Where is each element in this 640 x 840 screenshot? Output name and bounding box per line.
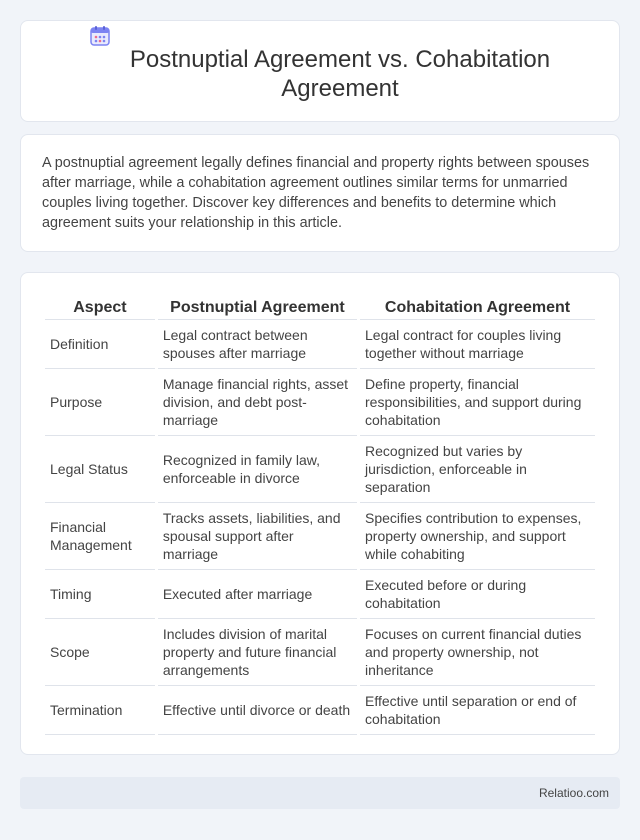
cell-aspect: Timing [45, 570, 155, 619]
cell-postnuptial: Recognized in family law, enforceable in divorce [158, 436, 357, 503]
page-title: Postnuptial Agreement vs. Cohabitation Agreement [129, 46, 551, 102]
table-row [45, 320, 595, 369]
column-header-cohabitation: Cohabitation Agreement [360, 295, 595, 320]
table-row [45, 570, 595, 619]
cell-cohabitation: Legal contract for couples living together without marriage [360, 320, 595, 369]
cell-aspect: Scope [45, 619, 155, 686]
cell-postnuptial: Legal contract between spouses after marriage [158, 320, 357, 369]
cell-postnuptial: Tracks assets, liabilities, and spousal support after marriage [158, 503, 357, 570]
cell-postnuptial: Manage financial rights, asset division, and debt post-marriage [158, 369, 357, 436]
cell-aspect: Termination [45, 686, 155, 735]
column-header-aspect: Aspect [45, 295, 155, 320]
cell-cohabitation: Recognized but varies by jurisdiction, enforceable in separation [360, 436, 595, 503]
cell-aspect: Purpose [45, 369, 155, 436]
title-card [20, 20, 620, 122]
cell-cohabitation: Specifies contribution to expenses, property ownership, and support while cohabiting [360, 503, 595, 570]
intro-paragraph: A postnuptial agreement legally defines financial and property rights between spouses after marriage, while a cohabitation agreement outlines similar terms for unmarried couples living together. Discover key differences and benefits to determine which agreement suits your relationship in this article. [42, 155, 590, 231]
column-header-postnuptial: Postnuptial Agreement [158, 295, 357, 320]
table-row [45, 503, 595, 570]
cell-cohabitation: Focuses on current financial duties and property ownership, not inheritance [360, 619, 595, 686]
table-row [45, 619, 595, 686]
calendar-icon [89, 25, 111, 47]
intro-card [20, 134, 620, 252]
cell-cohabitation: Define property, financial responsibilities, and support during cohabitation [360, 369, 595, 436]
table-header-row [45, 295, 595, 320]
table-row [45, 686, 595, 735]
cell-postnuptial: Effective until divorce or death [158, 686, 357, 735]
cell-postnuptial: Includes division of marital property and future financial arrangements [158, 619, 357, 686]
cell-cohabitation: Effective until separation or end of cohabitation [360, 686, 595, 735]
cell-aspect: Definition [45, 320, 155, 369]
table-row [45, 369, 595, 436]
comparison-card [20, 272, 620, 755]
cell-aspect: Legal Status [45, 436, 155, 503]
cell-cohabitation: Executed before or during cohabitation [360, 570, 595, 619]
comparison-table [42, 295, 598, 735]
table-row [45, 436, 595, 503]
cell-aspect: Financial Management [45, 503, 155, 570]
cell-postnuptial: Executed after marriage [158, 570, 357, 619]
footer-site-link[interactable]: Relatioo.com [538, 786, 609, 800]
footer-bar [20, 777, 620, 809]
